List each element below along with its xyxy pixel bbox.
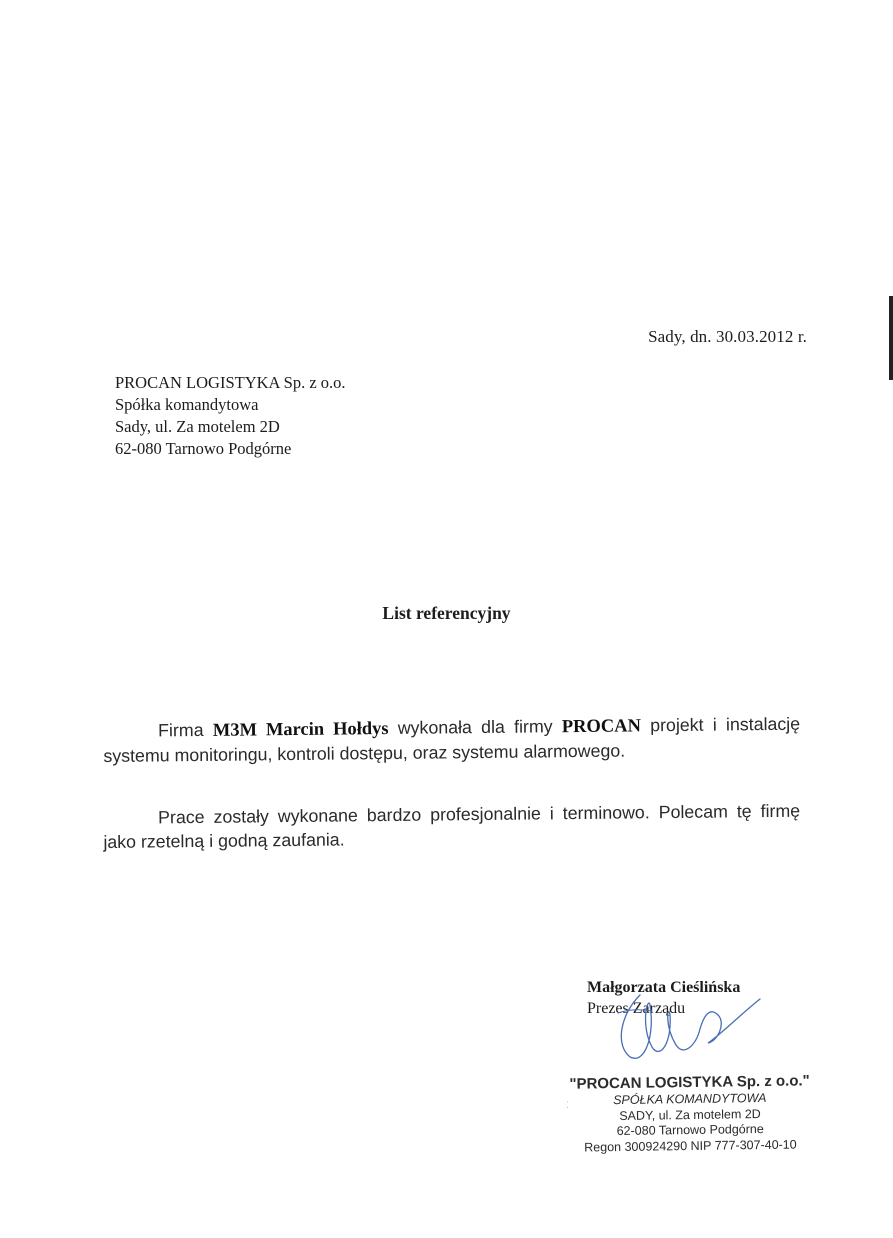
recipient-street: Sady, ul. Za motelem 2D (115, 417, 280, 436)
recipient-city: 62-080 Tarnowo Podgórne (115, 439, 292, 458)
letter-date: Sady, dn. 30.03.2012 r. (648, 327, 807, 346)
scan-edge-mark (889, 296, 893, 380)
stamp-smudge: ⁚ (566, 1100, 569, 1110)
stamp-company: "PROCAN LOGISTYKA Sp. z o.o." (569, 1072, 810, 1093)
stamp-city: 62-080 Tarnowo Podgórne (616, 1121, 764, 1139)
stamp-street: SADY, ul. Za motelem 2D (619, 1106, 761, 1123)
contractor-name: M3M Marcin Hołdys (212, 719, 389, 741)
stamp-ids: Regon 300924290 NIP 777-307-40-10 (584, 1137, 797, 1154)
p1-text-post: projekt i instalację systemu monitoringu, kontroli dostępu, oraz systemu alarmowego. (103, 713, 801, 766)
company-stamp (559, 1071, 820, 1156)
recipient-company-type: Spółka komandytowa (115, 395, 259, 414)
body-paragraph-2: Prace zostały wykonane bardzo profesjonalnie i terminowo. Polecam tę firmę jako rzetelną i godną zaufania. (103, 800, 801, 852)
recipient-company: PROCAN LOGISTYKA Sp. z o.o. (115, 373, 346, 392)
client-name: PROCAN (561, 716, 642, 738)
recipient-address-block (115, 372, 346, 460)
p1-text-pre: Firma (158, 719, 213, 741)
p1-text-mid: wykonała dla firmy (388, 716, 562, 739)
signer-name: Małgorzata Cieślińska (587, 979, 741, 996)
letter-title: List referencyjny (382, 603, 511, 623)
stamp-company-type: SPÓŁKA KOMANDYTOWA (613, 1090, 767, 1108)
body-paragraph-1 (103, 712, 800, 768)
handwritten-signature (600, 985, 770, 1065)
signer-role: Prezes Zarządu (587, 1000, 686, 1017)
